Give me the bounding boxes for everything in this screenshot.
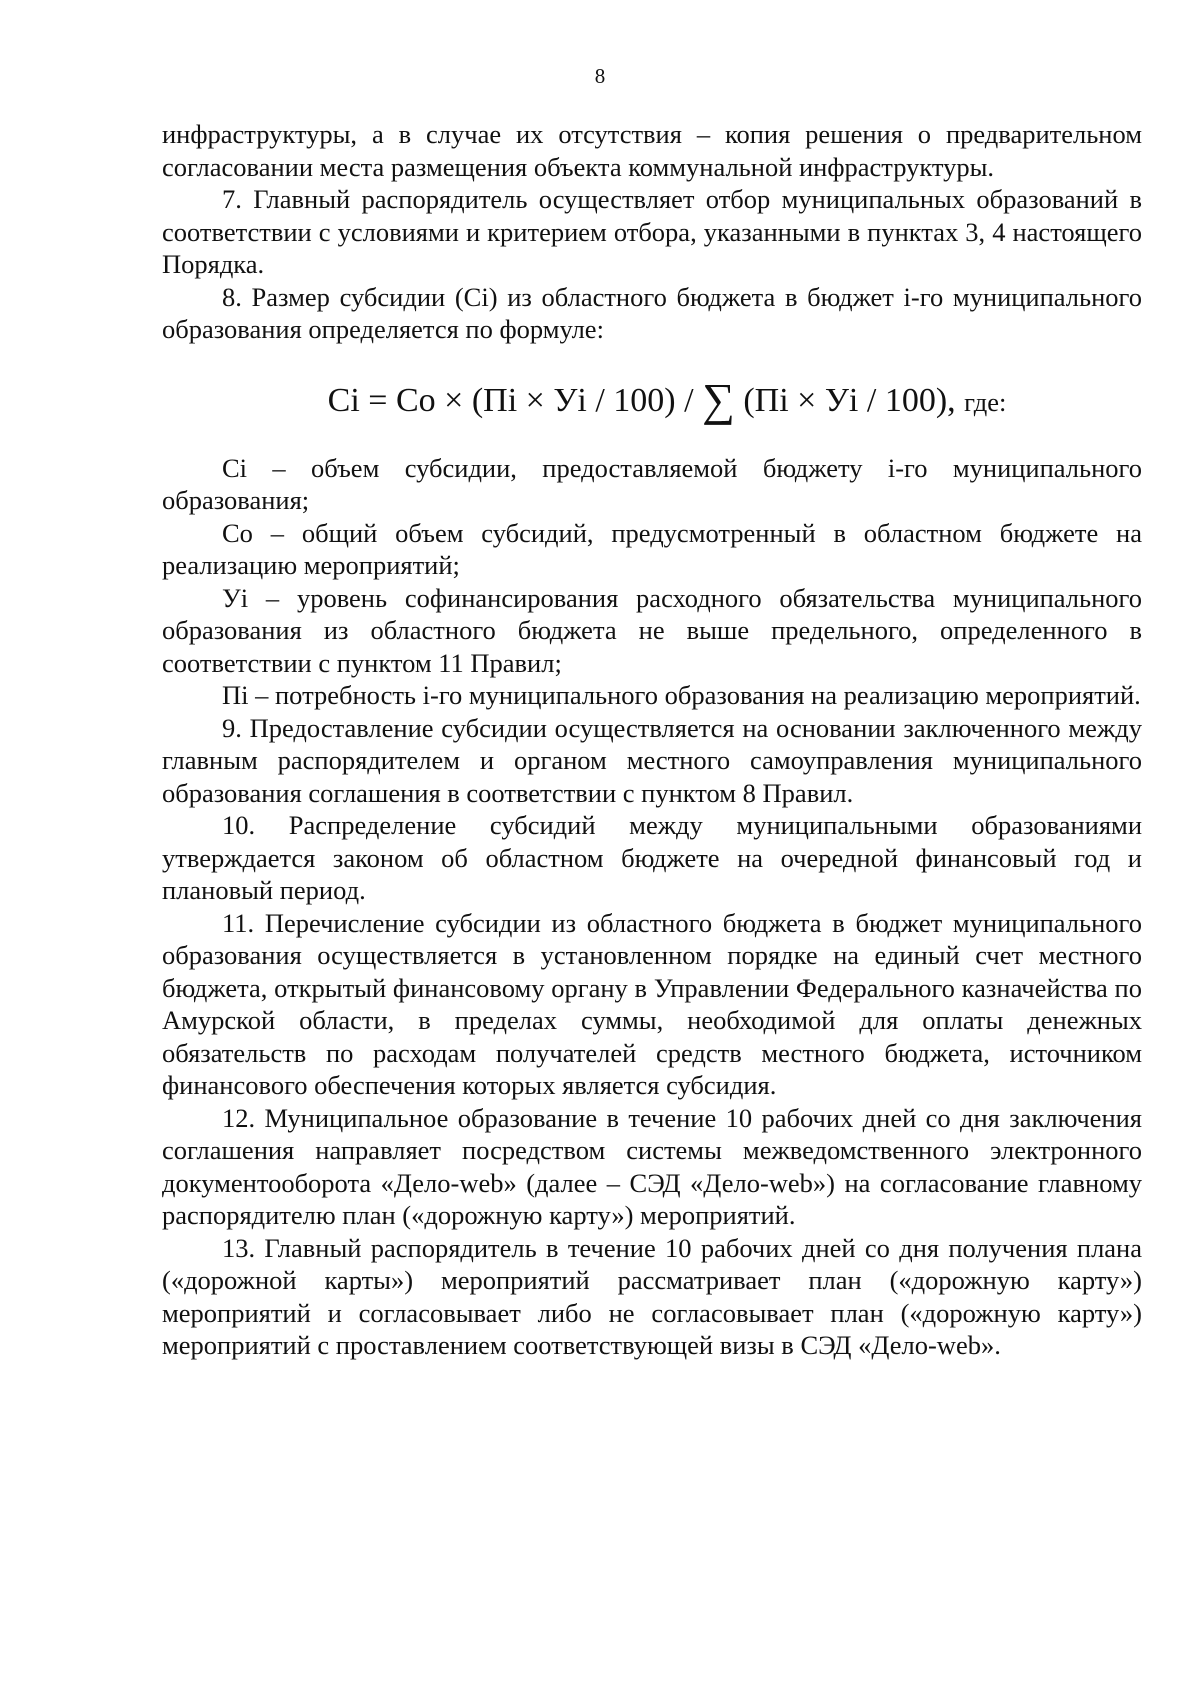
subsidy-formula [162, 373, 1142, 425]
definition-pi: Пi – потребность i-го муниципального образования на реализацию мероприятий. [222, 680, 1141, 710]
definition-yi: Уi – уровень софинансирования расходного обязательства муниципального образования из областного бюджета не выше предельного, определенного в соответствии с пунктом 11 Правил; [162, 582, 1142, 678]
paragraph-9: 9. Предоставление субсидии осуществляется на основании заключенного между главным распорядителем и органом местного самоуправления муниципального образования соглашения в соответствии с пунктом 8 Правил. [162, 712, 1142, 808]
page-number: 8 [594, 64, 606, 88]
paragraph-12: 12. Муниципальное образование в течение 10 рабочих дней со дня заключения соглашения направляет посредством системы межведомственного электронного документооборота «Дело-web» (далее – СЭД «Дело-web») на согласование главному распорядителю план («дорожную карту») мероприятий. [162, 1102, 1142, 1230]
paragraph-11: 11. Перечисление субсидии из областного бюджета в бюджет муниципального образования осуществляется в установленном порядке на единый счет местного бюджета, открытый финансовому органу в Управлении Федерального казначейства по Амурской области, в пределах суммы, необходимой для оплаты денежных обязательств по расходам получателей средств местного бюджета, источником финансового обеспечения которых является субсидия. [162, 907, 1142, 1100]
paragraph-continuation: инфраструктуры, а в случае их отсутствия – копия решения о предварительном согласовании места размещения объекта коммунальной инфраструктуры. [162, 119, 1142, 182]
formula-left: Ci = Co × (Пi × Уi / 100) / [327, 381, 694, 419]
paragraph-7: 7. Главный распорядитель осуществляет отбор муниципальных образований в соответствии с условиями и критерием отбора, указанными в пунктах 3, 4 настоящего Порядка. [162, 184, 1142, 279]
formula-where: где: [964, 386, 1007, 417]
paragraph-13: 13. Главный распорядитель в течение 10 рабочих дней со дня получения плана («дорожной карты») мероприятий рассматривает план («дорожную карту») мероприятий и согласовывает либо не согласовывает план («дорожную карту») мероприятий с проставлением соответствующей визы в СЭД «Дело-web». [162, 1232, 1142, 1360]
formula-right: (Пi × Уi / 100), [743, 381, 956, 419]
sum-symbol: ∑ [702, 373, 735, 425]
document-body [162, 118, 1142, 1362]
paragraph-10: 10. Распределение субсидий между муниципальными образованиями утверждается законом об областном бюджете на очередной финансовый год и плановый период. [162, 810, 1142, 905]
definition-co: Co – общий объем субсидий, предусмотренный в областном бюджете на реализацию мероприятий; [162, 517, 1142, 580]
definition-ci: Ci – объем субсидии, предоставляемой бюджету i-го муниципального образования; [162, 452, 1142, 515]
paragraph-8: 8. Размер субсидии (Ci) из областного бюджета в бюджет i-го муниципального образования определяется по формуле: [162, 281, 1142, 344]
